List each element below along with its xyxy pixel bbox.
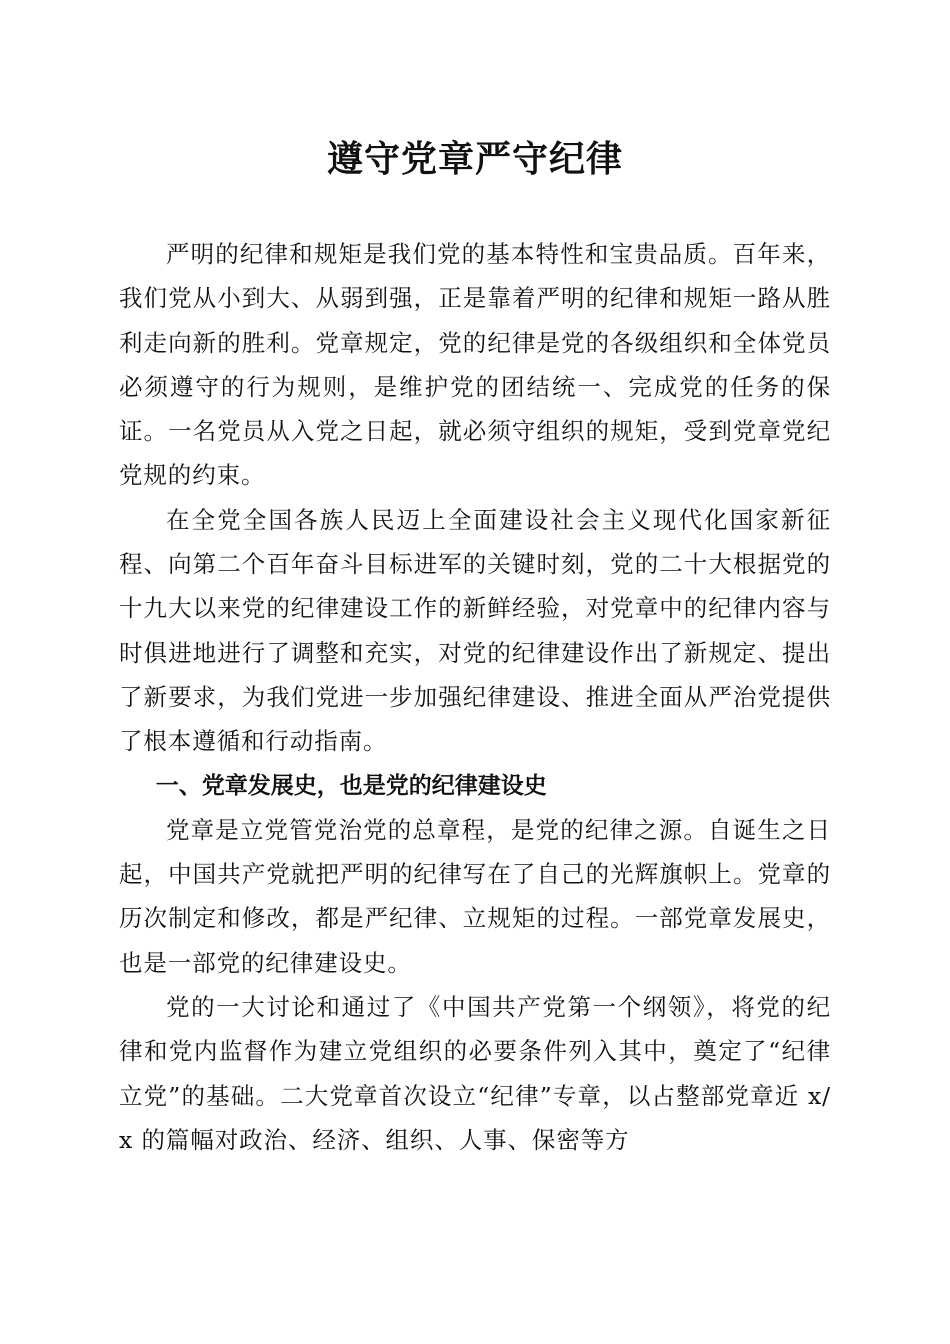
document-title: 遵守党章严守纪律 — [326, 139, 623, 180]
paragraph-section1-2: 党的一大讨论和通过了《中国共产党第一个纲领》，将党的纪律和党内监督作为建立党组织的必要条件列入其中，奠定了“纪律立党”的基础。二大党章首次设立“纪律”专章，以占整部党章近 x/x 的篇幅对政治、经济、组织、人事、保密等方 — [119, 993, 831, 1154]
section-heading-1: 一、党章发展史，也是党的纪律建设史 — [155, 772, 547, 799]
paragraph-context: 在全党全国各族人民迈上全面建设社会主义现代化国家新征程、向第二个百年奋斗目标进军的关键时刻，党的二十大根据党的十九大以来党的纪律建设工作的新鲜经验，对党章中的纪律内容与时俱进地进行了调整和充实，对党的纪律建设作出了新规定、提出了新要求，为我们党进一步加强纪律建设、推进全面从严治党提供了根本遵循和行动指南。 — [119, 505, 831, 756]
document-body — [119, 232, 831, 1162]
paragraph-section1-1: 党章是立党管党治党的总章程，是党的纪律之源。自诞生之日起，中国共产党就把严明的纪律写在了自己的光辉旗帜上。党章的历次制定和修改，都是严纪律、立规矩的过程。一部党章发展史，也是一部党的纪律建设史。 — [119, 815, 831, 977]
paragraph-intro: 严明的纪律和规矩是我们党的基本特性和宝贵品质。百年来，我们党从小到大、从弱到强，正是靠着严明的纪律和规矩一路从胜利走向新的胜利。党章规定，党的纪律是党的各级组织和全体党员必须遵守的行为规则，是维护党的团结统一、完成党的任务的保证。一名党员从入党之日起，就必须守组织的规矩，受到党章党纪党规的约束。 — [119, 240, 831, 490]
